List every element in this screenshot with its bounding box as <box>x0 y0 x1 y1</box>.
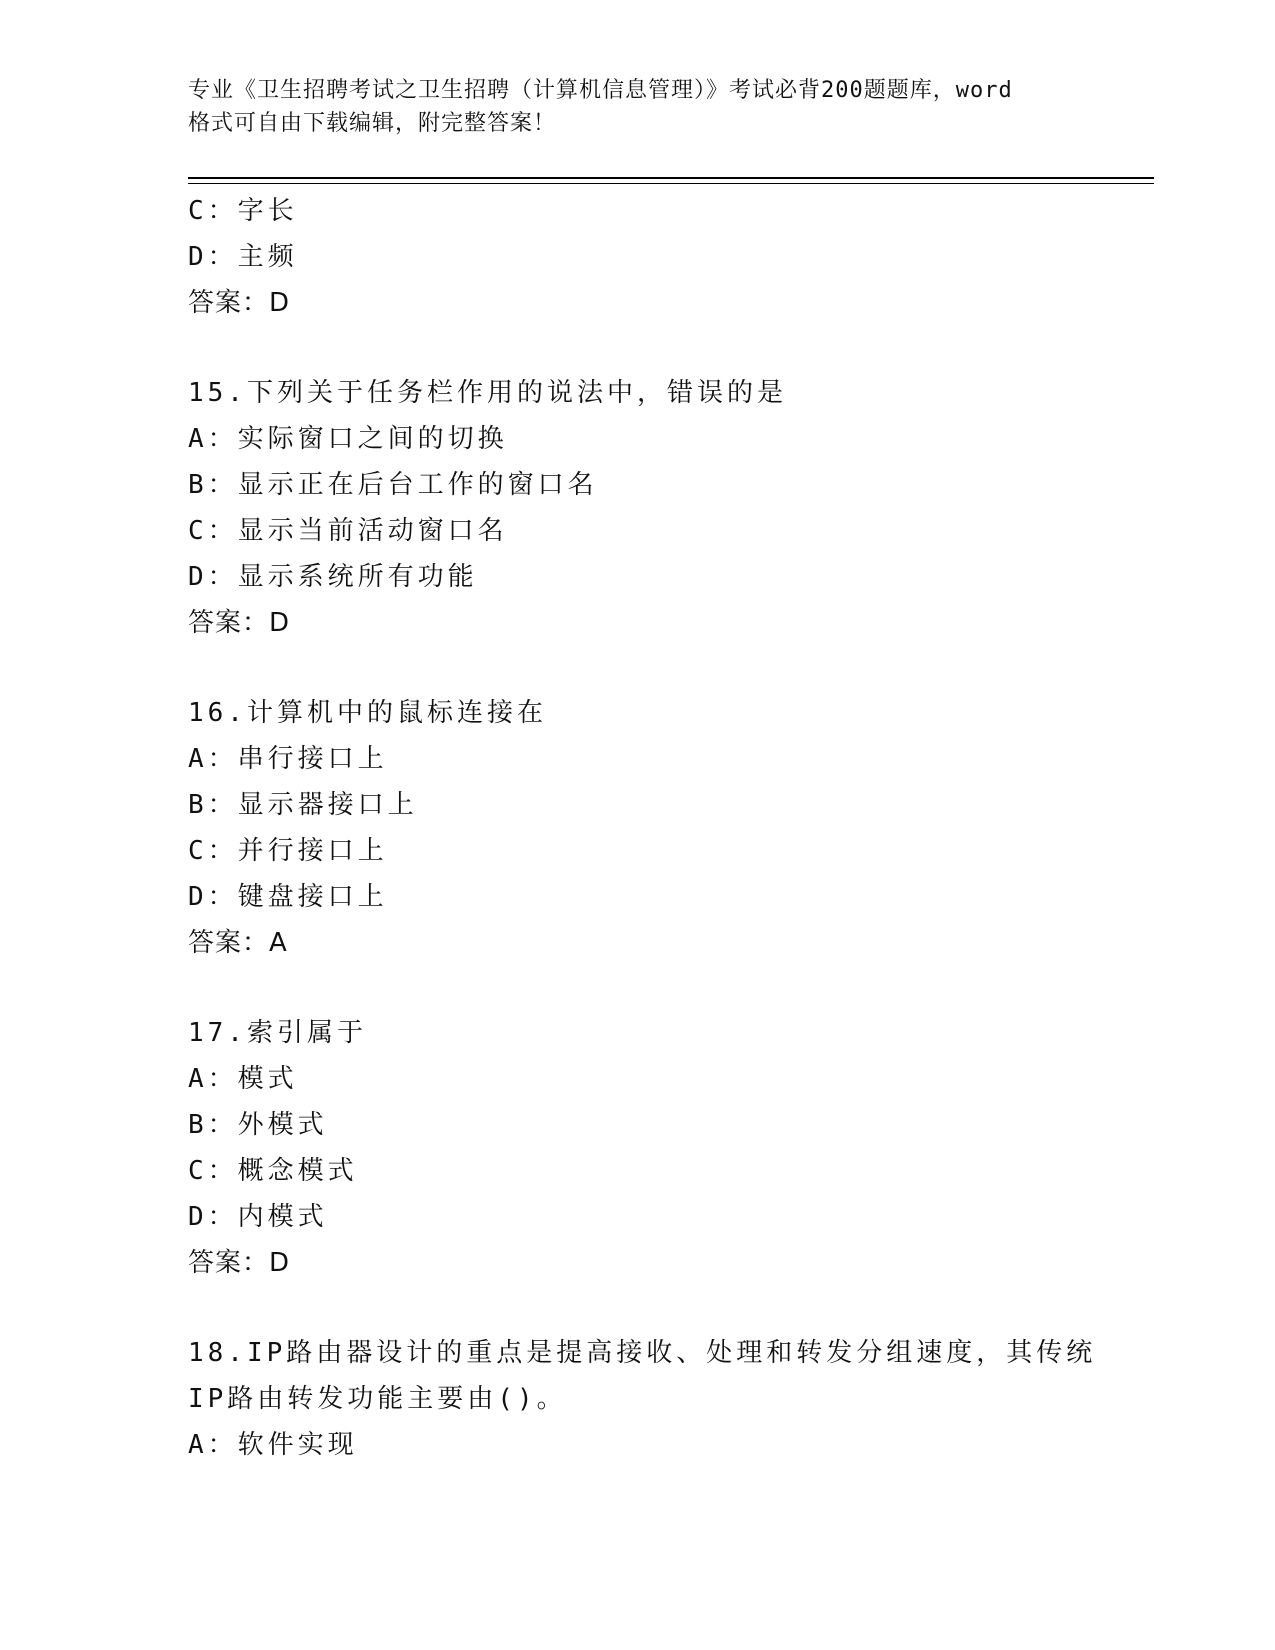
question-stem: 15.下列关于任务栏作用的说法中，错误的是 <box>188 378 787 408</box>
question-17 <box>188 1010 1128 1286</box>
answer: 答案：D <box>188 1248 291 1278</box>
option-c: C：字长 <box>188 196 298 226</box>
option-d: D：显示系统所有功能 <box>188 562 478 592</box>
option-c: C：并行接口上 <box>188 836 388 866</box>
option-a: A：串行接口上 <box>188 744 388 774</box>
question-stem: 16.计算机中的鼠标连接在 <box>188 698 547 728</box>
question-stem: 17.索引属于 <box>188 1018 367 1048</box>
option-a: A：软件实现 <box>188 1430 358 1460</box>
option-b: B：显示正在后台工作的窗口名 <box>188 470 598 500</box>
question-18 <box>188 1330 1128 1468</box>
header-divider-thick <box>188 177 1154 179</box>
header-line-2: 格式可自由下载编辑，附完整答案！ <box>188 111 557 136</box>
option-d: D：键盘接口上 <box>188 882 388 912</box>
option-c: C：概念模式 <box>188 1156 358 1186</box>
answer: 答案：D <box>188 608 291 638</box>
option-a: A：模式 <box>188 1064 298 1094</box>
question-14 <box>188 188 1128 326</box>
option-d: D：主频 <box>188 242 298 272</box>
document-header <box>188 74 1108 140</box>
answer: 答案：A <box>188 928 288 958</box>
option-c: C：显示当前活动窗口名 <box>188 516 508 546</box>
option-a: A：实际窗口之间的切换 <box>188 424 508 454</box>
option-b: B：外模式 <box>188 1110 328 1140</box>
option-d: D：内模式 <box>188 1202 328 1232</box>
option-b: B：显示器接口上 <box>188 790 418 820</box>
question-stem-line-2: IP路由转发功能主要由()。 <box>188 1384 567 1414</box>
question-15 <box>188 370 1128 646</box>
question-stem-line-1: 18.IP路由器设计的重点是提高接收、处理和转发分组速度，其传统 <box>188 1338 1097 1368</box>
answer: 答案：D <box>188 288 291 318</box>
header-line-1: 专业《卫生招聘考试之卫生招聘（计算机信息管理）》考试必背200题题库，word <box>188 78 1013 103</box>
header-divider-thin <box>188 183 1154 184</box>
question-16 <box>188 690 1128 966</box>
question-list <box>188 188 1128 1468</box>
